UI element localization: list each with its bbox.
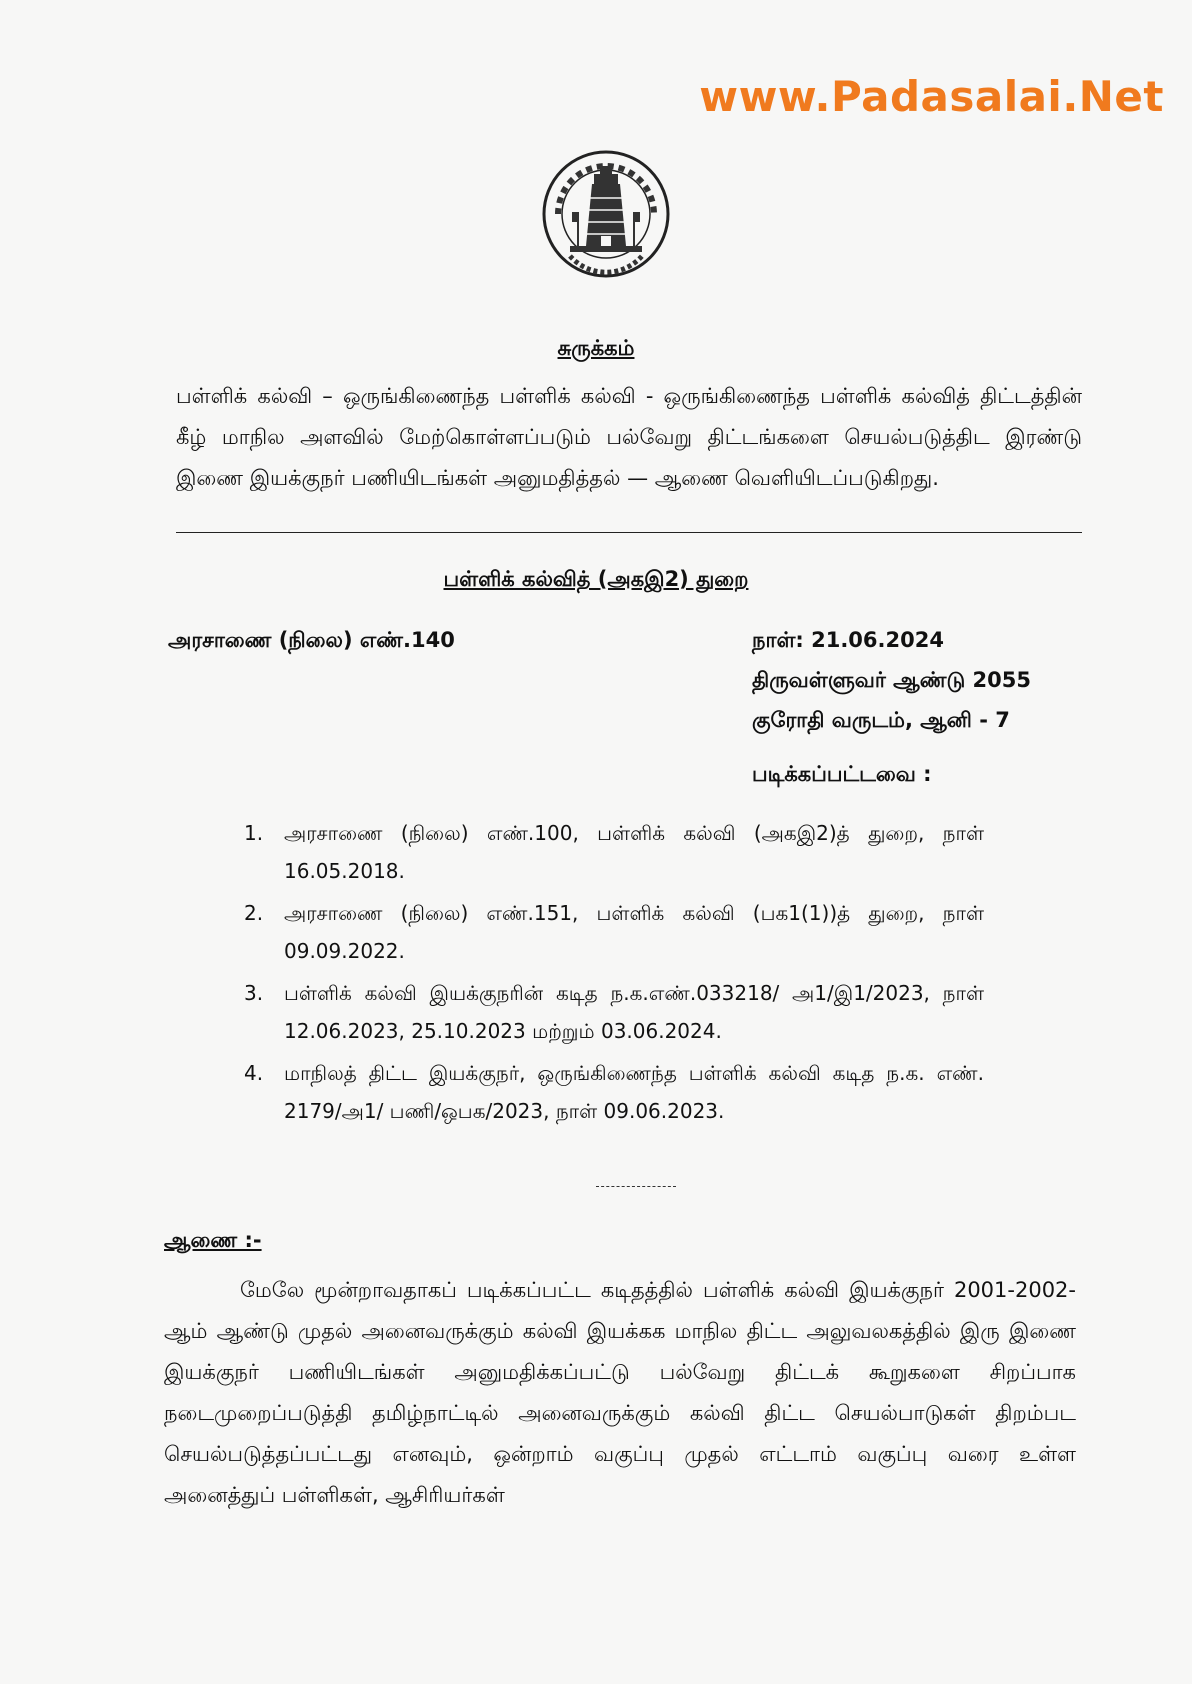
summary-divider: [176, 532, 1082, 533]
reference-item: [244, 814, 984, 890]
reference-text: மாநிலத் திட்ட இயக்குநர், ஒருங்கிணைந்த பள்ளிக் கல்வி கடித ந.க. எண். 2179/அ1/ பணி/ஒபக/2023, நாள் 09.06.2023.: [284, 1061, 984, 1123]
date-line: திருவள்ளுவர் ஆண்டு 2055: [752, 668, 1031, 692]
reference-list: [244, 814, 984, 1134]
section-separator: [596, 1186, 676, 1187]
date-line: நாள்: 21.06.2024: [752, 628, 944, 652]
reference-item: [244, 974, 984, 1050]
reference-number: 4.: [244, 1061, 264, 1085]
reference-number: 1.: [244, 821, 264, 845]
summary-text: பள்ளிக் கல்வி – ஒருங்கிணைந்த பள்ளிக் கல்வி - ஒருங்கிணைந்த பள்ளிக் கல்வித் திட்டத்தின் கீழ் மாநில அளவில் மேற்கொள்ளப்படும் பல்வேறு திட்டங்களை செயல்படுத்திட இரண்டு இணை இயக்குநர் பணியிடங்கள் அனுமதித்தல் — ஆணை வெளியிடப்படுகிறது.: [176, 384, 1082, 490]
order-number: அரசாணை (நிலை) எண்.140: [168, 628, 455, 652]
reference-number: 3.: [244, 981, 264, 1005]
read-references-label: படிக்கப்பட்டவை :: [752, 762, 932, 786]
department-heading: பள்ளிக் கல்வித் (அகஇ2) துறை: [443, 567, 749, 591]
reference-item: [244, 1054, 984, 1130]
date-block: [752, 628, 1031, 748]
order-body-text: மேலே மூன்றாவதாகப் படிக்கப்பட்ட கடிதத்தில் பள்ளிக் கல்வி இயக்குநர் 2001-2002-ஆம் ஆண்டு முதல் அனைவருக்கும் கல்வி இயக்கக மாநில திட்ட அலுவலகத்தில் இரு இணை இயக்குநர் பணியிடங்கள் அனுமதிக்கப்பட்டு பல்வேறு திட்டக் கூறுகளை சிறப்பாக நடைமுறைப்படுத்தி தமிழ்நாட்டில் அனைவருக்கும் கல்வி திட்ட செயல்பாடுகள் திறம்பட செயல்படுத்தப்பட்டது எனவும், ஒன்றாம் வகுப்பு முதல் எட்டாம் வகுப்பு வரை உள்ள அனைத்துப் பள்ளிகள், ஆசிரியர்கள்: [164, 1278, 1076, 1507]
reference-text: அரசாணை (நிலை) எண்.151, பள்ளிக் கல்வி (பக1(1))த் துறை, நாள் 09.09.2022.: [284, 901, 984, 963]
reference-text: அரசாணை (நிலை) எண்.100, பள்ளிக் கல்வி (அகஇ2)த் துறை, நாள் 16.05.2018.: [284, 821, 984, 883]
order-heading: ஆணை :-: [164, 1228, 262, 1252]
reference-text: பள்ளிக் கல்வி இயக்குநரின் கடித ந.க.எண்.033218/ அ1/இ1/2023, நாள் 12.06.2023, 25.10.2023 மற்றும் 03.06.2024.: [284, 981, 984, 1043]
summary-heading: சுருக்கம்: [557, 336, 635, 360]
site-watermark: www.Padasalai.Net: [699, 72, 1164, 121]
date-line: குரோதி வருடம், ஆனி - 7: [752, 708, 1010, 732]
reference-item: [244, 894, 984, 970]
reference-number: 2.: [244, 901, 264, 925]
tamil-nadu-emblem-icon: [540, 148, 672, 280]
